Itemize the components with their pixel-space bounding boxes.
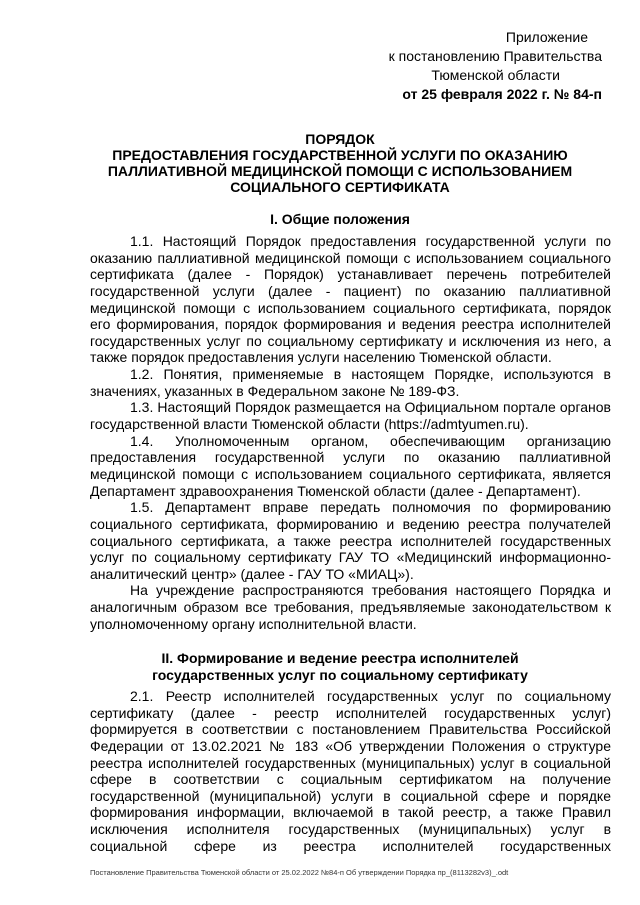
text-line: предоставления государственной услуги по оказанию паллиативной <box>90 449 611 466</box>
text-line: 1.4. Уполномоченным органом, обеспечивающим организацию <box>130 432 611 449</box>
text-line: сертификата (далее - Порядок) устанавливает перечень потребителей <box>90 266 611 283</box>
text-line: социального сертификата, формированию и ведению реестра получателей <box>90 515 611 532</box>
text-line: 2.1. Реестр исполнителей государственных услуг по социальному <box>130 688 611 704</box>
text-line: 1.5. Департамент вправе передать полномочия по формированию <box>130 499 611 516</box>
section-2-heading-line: государственных услуг по социальному сертификату <box>152 667 528 683</box>
text-line: 1.3. Настоящий Порядок размещается на Официальном портале органов <box>130 399 611 416</box>
text-line: оказанию паллиативной медицинской помощи с использованием социального <box>90 249 611 266</box>
text-line: аналитический центр» (далее - ГАУ ТО «МИАЦ»). <box>90 565 414 582</box>
text-line: социального сертификата, а также реестра исполнителей государственных <box>90 532 611 549</box>
text-line: формируется в соответствии с постановлением Правительства Российской <box>90 721 611 738</box>
appendix-date-number: от 25 февраля 2022 г. № 84-п <box>402 86 602 102</box>
text-line: сфере в соответствии с социальным сертификатом на получение <box>90 771 611 788</box>
text-line: исключения исполнителя государственных (муниципальных) услуг в <box>90 821 611 838</box>
text-line: Федерации от 13.02.2021 № 183 «Об утверждении Положения о структуре <box>90 737 611 754</box>
text-line: медицинской помощи с использованием социального сертификата, является <box>90 465 611 482</box>
section-2-heading-line: II. Формирование и ведение реестра исполнителей <box>161 650 519 666</box>
text-line: На учреждение распространяются требования настоящего Порядка и <box>130 582 611 599</box>
section-1-body <box>90 233 611 632</box>
text-line: также порядок предоставления услуги населению Тюменской области. <box>90 349 552 366</box>
text-line: медицинской помощи с использованием социального сертификата, порядок <box>90 299 611 316</box>
text-line: государственных услуг по социальному сертификату и исключения из него, а <box>90 332 611 349</box>
document-title <box>90 131 590 195</box>
text-line: государственной власти Тюменской области (https://admtyumen.ru). <box>90 416 529 433</box>
text-line: услуг по социальному сертификату ГАУ ТО «Медицинский информационно- <box>90 549 611 566</box>
appendix-line: Тюменской области <box>431 67 560 83</box>
text-line: реестра исполнителей государственных (муниципальных) услуг в социальной <box>90 754 611 771</box>
title-line: ПРЕДОСТАВЛЕНИЯ ГОСУДАРСТВЕННОЙ УСЛУГИ ПО ОКАЗАНИЮ <box>112 147 568 163</box>
text-line: государственной (муниципальной) услуги в социальной сфере и порядке <box>90 787 611 804</box>
text-line: аналогичным образом все требования, предъявляемые законодательством к <box>90 599 611 616</box>
text-line: значениях, указанных в Федеральном законе № 189-ФЗ. <box>90 382 460 399</box>
appendix-line: Приложение <box>505 29 588 45</box>
title-line: СОЦИАЛЬНОГО СЕРТИФИКАТА <box>230 179 450 195</box>
text-line: государственной услуги (далее - пациент) по оказанию паллиативной <box>90 282 611 299</box>
text-line: 1.2. Понятия, применяемые в настоящем Порядке, используются в <box>130 366 611 383</box>
text-line: уполномоченному органу исполнительной власти. <box>90 615 417 632</box>
title-line: ПОРЯДОК <box>305 131 375 147</box>
text-line: формирования информации, включаемой в такой реестр, а также Правил <box>90 804 611 821</box>
appendix-line: к постановлению Правительства <box>388 48 602 64</box>
text-line: сертификату (далее - реестр исполнителей государственных услуг) <box>90 704 611 721</box>
text-line: Департамент здравоохранения Тюменской области (далее - Департамент). <box>90 482 581 499</box>
text-line: социальной сфере из реестра исполнителей государственных <box>90 837 611 854</box>
section-2-body <box>90 688 611 854</box>
section-2-heading <box>90 650 590 684</box>
text-line: 1.1. Настоящий Порядок предоставления государственной услуги по <box>130 233 611 249</box>
text-line: его формирования, порядок формирования и ведения реестра исполнителей <box>90 316 611 333</box>
title-line: ПАЛЛИАТИВНОЙ МЕДИЦИНСКОЙ ПОМОЩИ С ИСПОЛЬЗОВАНИЕМ <box>107 163 573 179</box>
appendix-block <box>302 28 602 104</box>
page-footer: Постановление Правительства Тюменской области от 25.02.2022 №84-п Об утверждении Порядка пр_(8113282v3)_.odt <box>90 868 509 877</box>
section-1-heading: I. Общие положения <box>270 211 410 227</box>
